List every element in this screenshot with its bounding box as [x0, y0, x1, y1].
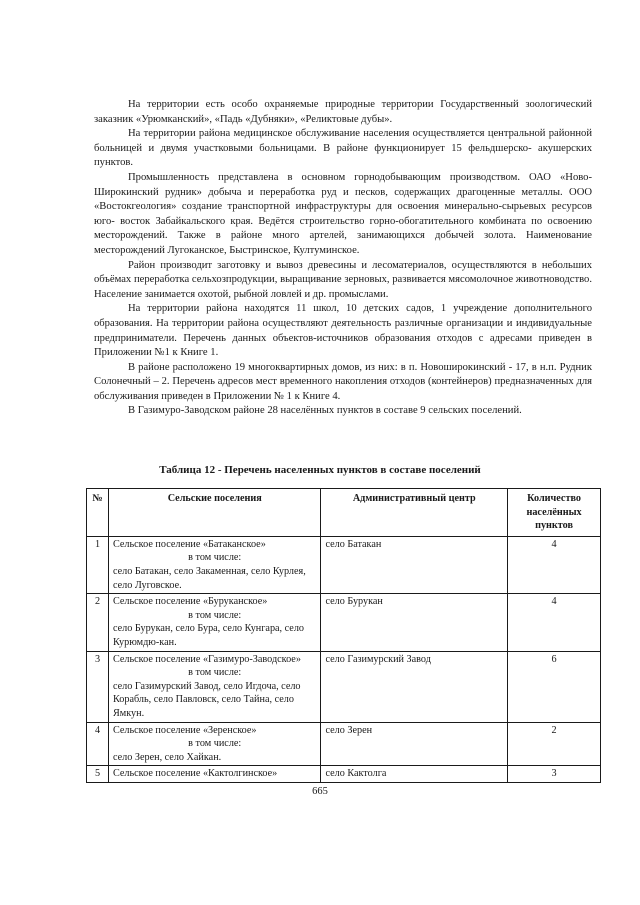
- row-settlement: [108, 766, 320, 783]
- row-admin-center: село Зерен: [321, 722, 508, 766]
- row-settlement: [108, 722, 320, 766]
- row-count: 2: [508, 722, 601, 766]
- row-settlement: [108, 594, 320, 651]
- paragraph-settlements-total: В Газимуро-Заводском районе 28 населённых пунктов в составе 9 сельских поселений.: [128, 405, 522, 417]
- settlement-name: Сельское поселение «Зеренское»: [112, 724, 257, 736]
- row-admin-center: село Кактолга: [321, 766, 508, 783]
- table-row: [87, 722, 601, 766]
- row-number: 4: [87, 722, 109, 766]
- table-title: Таблица 12 - Перечень населенных пунктов в составе поселений: [159, 464, 481, 476]
- row-count: 6: [508, 651, 601, 722]
- settlement-name: Сельское поселение «Батаканское»: [112, 538, 266, 550]
- body-text: [94, 98, 592, 419]
- header-count: Количество населённых пунктов: [508, 489, 601, 537]
- row-admin-center: село Батакан: [321, 536, 508, 593]
- row-number: 2: [87, 594, 109, 651]
- member-villages: село Зерен, село Хайкан.: [112, 751, 222, 763]
- table-body: [87, 536, 601, 782]
- including-label: в том числе:: [188, 738, 242, 750]
- table-row: [87, 651, 601, 722]
- including-label: в том числе:: [188, 609, 242, 621]
- table-row: [87, 536, 601, 593]
- row-admin-center: село Газимурский Завод: [321, 651, 508, 722]
- paragraph-housing: В районе расположено 19 многоквартирных домов, из них: в п. Новоширокинский - 17, в н.п. Рудник Солонечный – 2. Перечень адресов мест временного накопления отходов (контейнеров) предназначенных для обслуживания приведен в Приложении № 1 к Книге 4.: [94, 361, 592, 402]
- settlement-name: Сельское поселение «Газимуро-Заводское»: [112, 653, 301, 665]
- row-count: 3: [508, 766, 601, 783]
- member-villages: село Бурукан, село Бура, село Кунгара, село Курюмдю-кан.: [112, 623, 304, 648]
- row-number: 1: [87, 536, 109, 593]
- paragraph-medical: На территории района медицинское обслуживание населения осуществляется центральной районной больницей и двумя участковыми больницами. В районе функционирует 15 фельдшерско- акушерских пунктов.: [94, 128, 592, 169]
- row-number: 5: [87, 766, 109, 783]
- settlement-name: Сельское поселение «Кактолгинское»: [112, 768, 278, 780]
- member-villages: село Газимурский Завод, село Игдоча, село Корабль, село Павловск, село Тайна, село Ямкун.: [112, 680, 301, 719]
- paragraph-protected-areas: На территории есть особо охраняемые природные территории Государственный зоологический заказник «Урюмканский», «Падь «Дубняки», «Реликтовые дубы».: [94, 99, 592, 125]
- row-count: 4: [508, 536, 601, 593]
- paragraph-forestry: Район производит заготовку и вывоз древесины и лесоматериалов, осуществляются в небольших объёмах переработка сельхозпродукции, выращивание зерновых, развивается мясомолочное животноводство. Население занимается охотой, рыбной ловлей и др. промыслами.: [94, 259, 592, 300]
- page-number: 665: [312, 786, 328, 797]
- including-label: в том числе:: [188, 552, 242, 564]
- including-label: в том числе:: [188, 667, 242, 679]
- row-settlement: [108, 651, 320, 722]
- paragraph-education: На территории района находятся 11 школ, 10 детских садов, 1 учреждение дополнительного образования. На территории района осуществляют деятельность различные организации и индивидуальные предприниматели. Перечень данных объектов-источников образования отходов с адресами приведен в Приложении №1 к Книге 1.: [94, 303, 592, 359]
- header-settlements: Сельские поселения: [108, 489, 320, 537]
- row-settlement: [108, 536, 320, 593]
- settlement-name: Сельское поселение «Буруканское»: [112, 596, 268, 608]
- row-number: 3: [87, 651, 109, 722]
- header-admin-center: Административный центр: [321, 489, 508, 537]
- row-count: 4: [508, 594, 601, 651]
- member-villages: село Батакан, село Закаменная, село Курлея, село Луговское.: [112, 565, 306, 591]
- row-admin-center: село Бурукан: [321, 594, 508, 651]
- header-number: №: [87, 489, 109, 537]
- paragraph-industry: Промышленность представлена в основном горнодобывающим производством. ОАО «Ново-Широкинский рудник» добыча и переработка руд и песков, содержащих драгоценные металлы. ООО «Востокгеология» создание транспортной инфраструктуры для освоения минерально-сырьевых ресурсов юго- восток Забайкальского края. Ведётся строительство горно-обогатительного комбината по освоению месторождений. Также в районе много артелей, занимающихся добычей золота. Наименование месторождений Лугоканское, Быстринское, Култуминское.: [94, 171, 592, 256]
- table-row: [87, 594, 601, 651]
- table-row: [87, 766, 601, 783]
- table-header-row: [87, 489, 601, 537]
- settlements-table: [86, 488, 601, 783]
